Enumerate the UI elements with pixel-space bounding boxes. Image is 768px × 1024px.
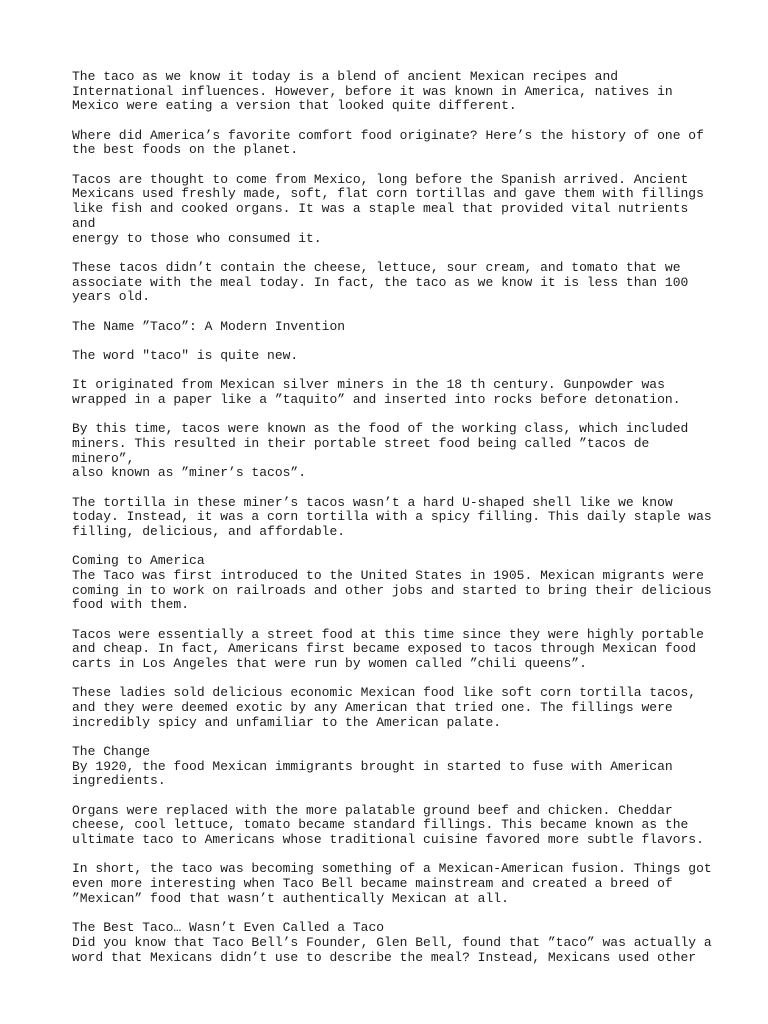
origin-question-paragraph: Where did America’s favorite comfort food originate? Here’s the history of one of the best foods on the planet.	[72, 127, 704, 158]
chili-queens-paragraph: These ladies sold delicious economic Mexican food like soft corn tortilla tacos, and they were deemed exotic by any American that tried one. The fillings were incredibly spicy and unfamiliar to the American palate.	[72, 685, 697, 730]
document-body	[72, 70, 712, 980]
intro-paragraph: The taco as we know it today is a blend of ancient Mexican recipes and International influences. However, before it was known in America, natives in Mexico were eating a version that looked quite different.	[72, 69, 673, 114]
section-heading-coming-to-america: Coming to America	[72, 553, 205, 569]
organs-replaced-paragraph: Organs were replaced with the more palatable ground beef and chicken. Cheddar cheese, cool lettuce, tomato became standard fillings. This became known as the ultimate taco to Americans whose traditional cuisine favored more subtle flavors.	[72, 802, 704, 848]
glen-bell-paragraph: Did you know that Taco Bell’s Founder, Glen Bell, found that ”taco” was actually a word that Mexicans didn’t use to describe the meal? Instead, Mexicans used other	[72, 934, 712, 965]
section-heading-best-taco: The Best Taco… Wasn’t Even Called a Taco	[72, 920, 385, 936]
introduced-1905-paragraph: The Taco was first introduced to the United States in 1905. Mexican migrants were coming in to work on railroads and other jobs and started to bring their delicious food with them.	[72, 567, 712, 613]
no-cheese-paragraph: These tacos didn’t contain the cheese, lettuce, sour cream, and tomato that we associate with the meal today. In fact, the taco as we know it is less than 100 years old.	[72, 259, 689, 305]
miners-tortilla-paragraph: The tortilla in these miner’s tacos wasn’t a hard U-shaped shell like we know today. Instead, it was a corn tortilla with a spicy filling. This daily staple was filling, delicious, and affordable.	[72, 494, 712, 539]
working-class-paragraph: By this time, tacos were known as the food of the working class, which included miners. This resulted in their portable street food being called ”tacos de minero”, also known as ”miner’s tacos”.	[72, 421, 689, 481]
word-taco-paragraph: The word "taco" is quite new.	[72, 347, 299, 363]
section-heading-the-change: The Change	[72, 744, 151, 760]
street-food-paragraph: Tacos were essentially a street food at this time since they were highly portable and cheap. In fact, Americans first became exposed to tacos through Mexican food carts in Los Angeles that were run by women called ”chili queens”.	[72, 626, 704, 672]
section-heading-name-taco: The Name ”Taco”: A Modern Invention	[72, 318, 346, 334]
ancient-tacos-paragraph: Tacos are thought to come from Mexico, long before the Spanish arrived. Ancient Mexicans used freshly made, soft, flat corn tortillas and gave them with fillings like fish and cooked organs. It was a staple meal that provided vital nutrients and energy to those who consumed it.	[72, 171, 704, 246]
fusion-1920-paragraph: By 1920, the food Mexican immigrants brought in started to fuse with American ingredients.	[72, 758, 673, 789]
mexican-american-fusion-paragraph: In short, the taco was becoming something of a Mexican-American fusion. Things got even more interesting when Taco Bell became mainstream and created a breed of ”Mexican” food that wasn’t authentically Mexican at all.	[72, 861, 712, 906]
silver-miners-paragraph: It originated from Mexican silver miners in the 18 th century. Gunpowder was wrapped in a paper like a ”taquito” and inserted into rocks before detonation.	[72, 377, 681, 407]
